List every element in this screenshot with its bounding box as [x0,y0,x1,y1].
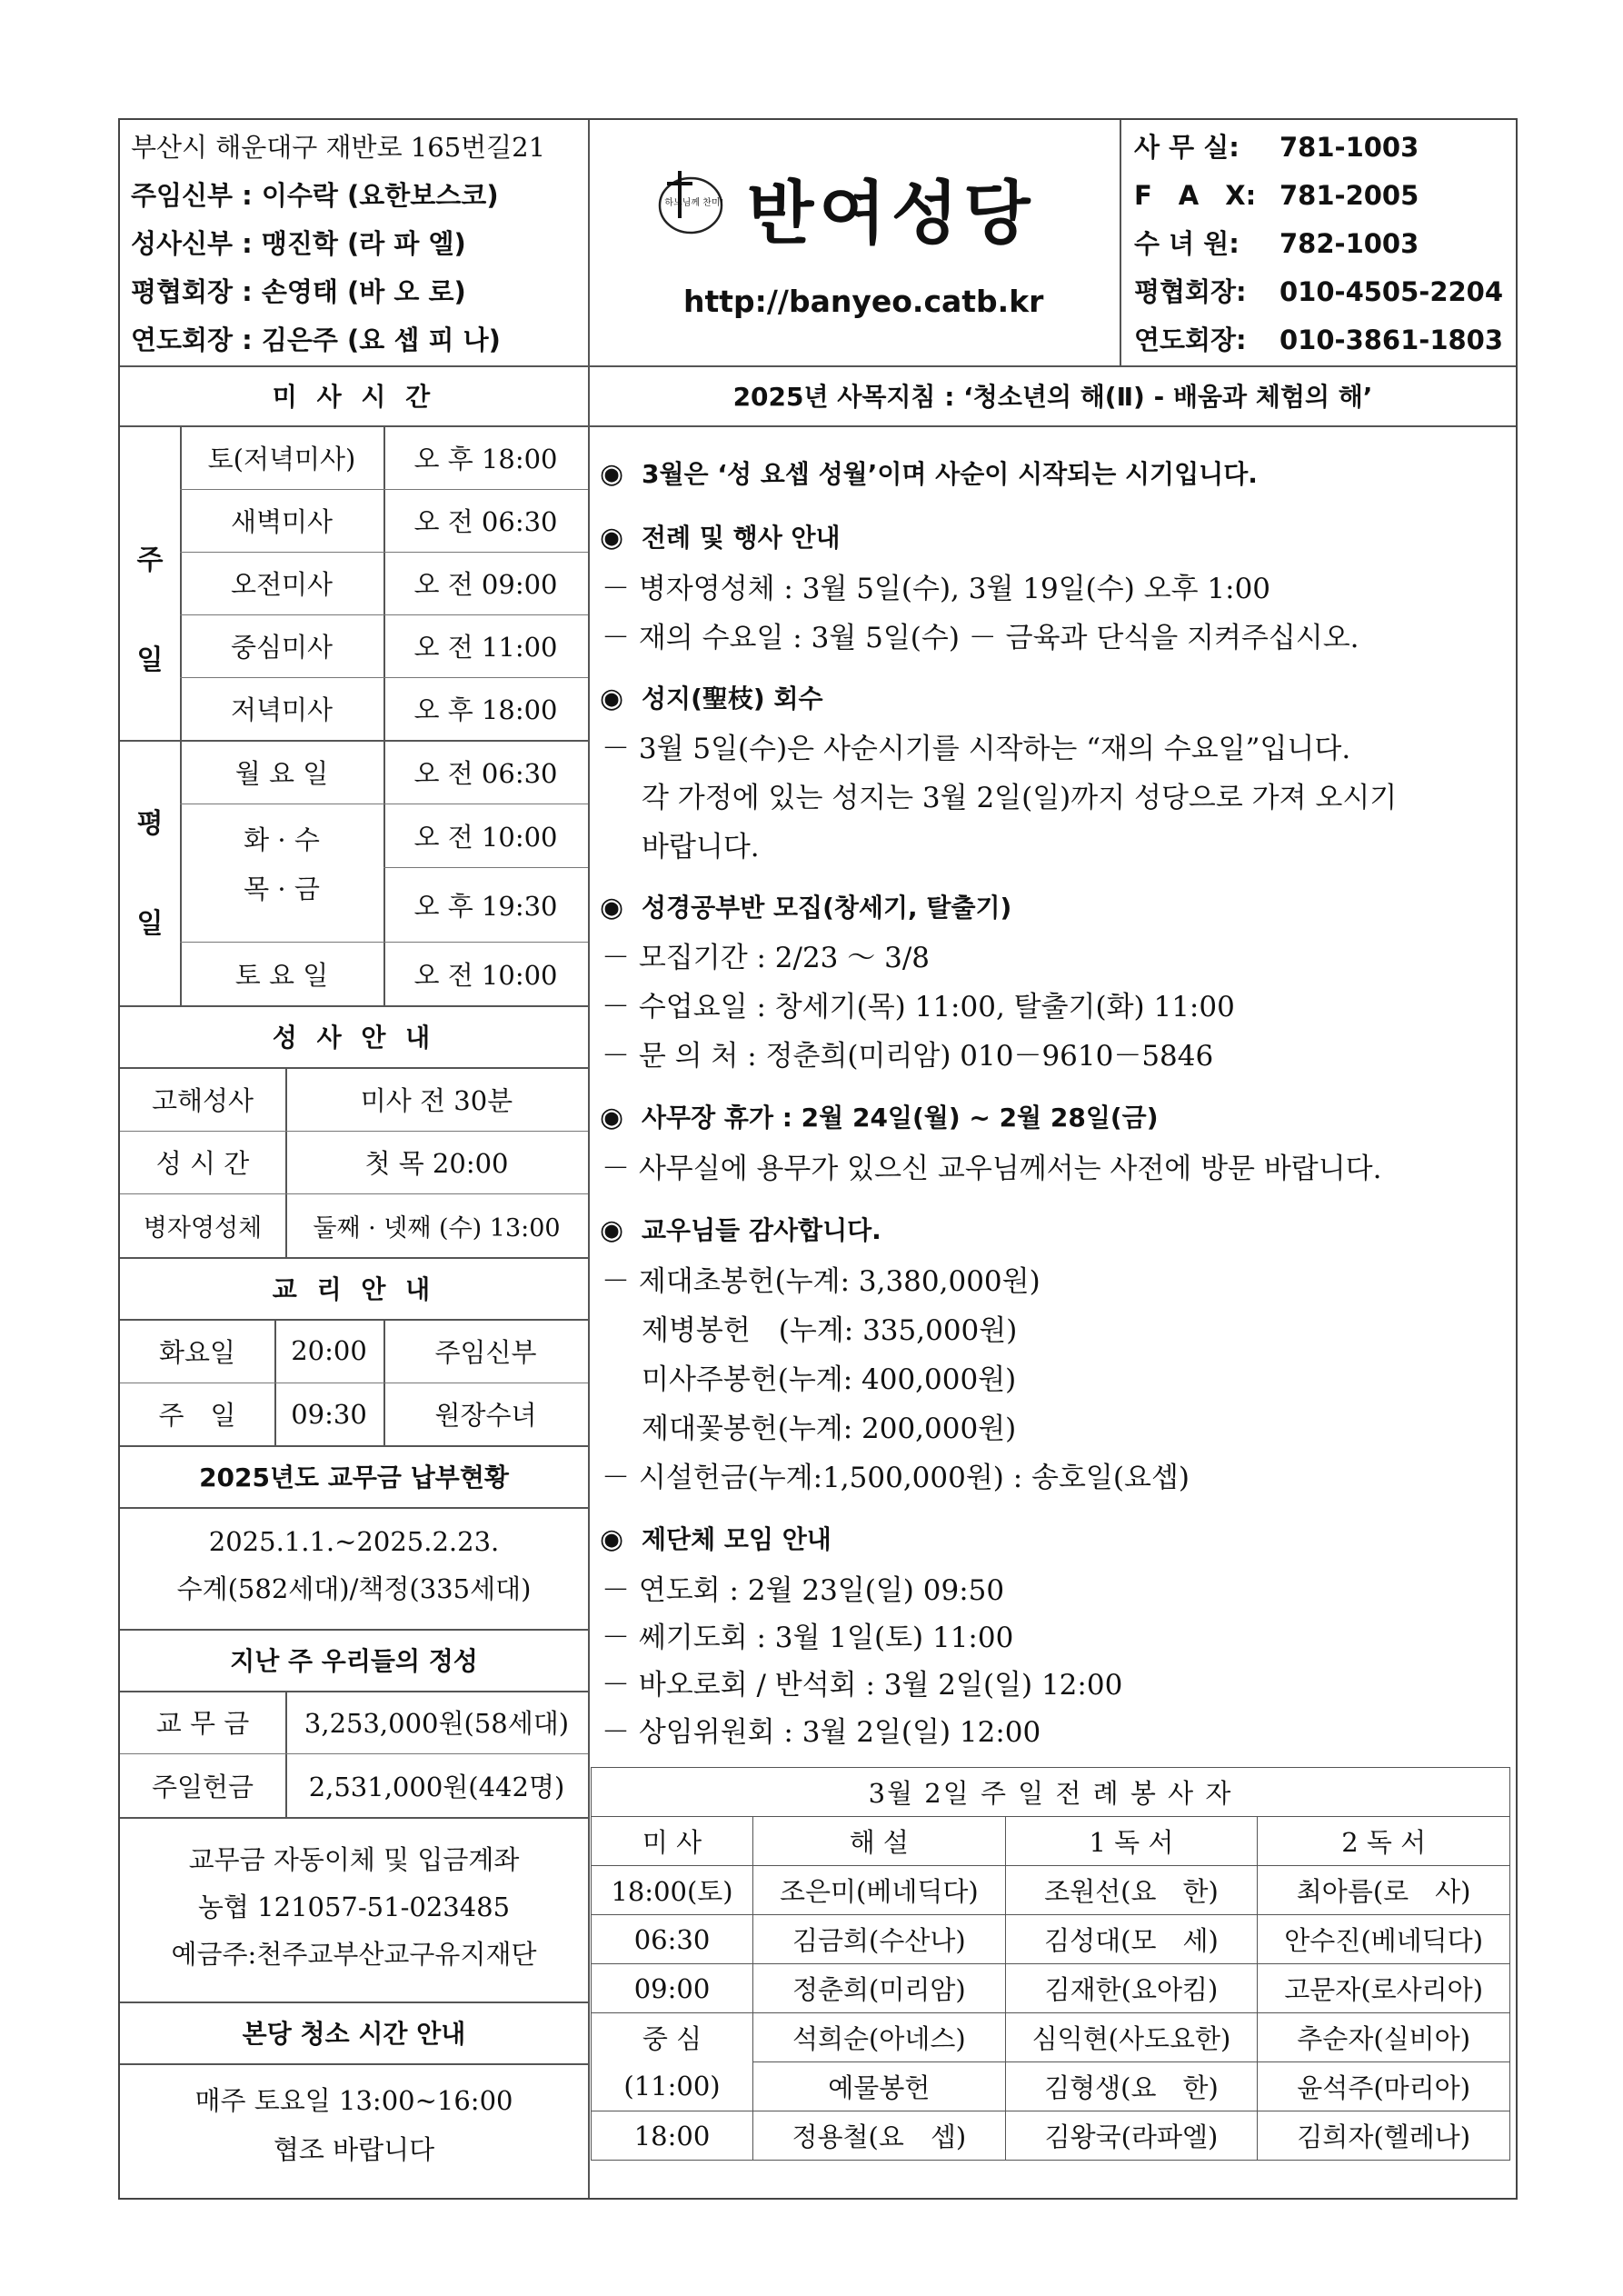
clergy-3: 평협회장 : 손영태 (바 오 로) [131,276,466,307]
notice-5-line: － 사무실에 용무가 있으신 교우님께서는 사전에 방문 바랍니다. [602,1153,1382,1185]
notice-6-line: 미사주봉헌(누계: 400,000원) [642,1363,1017,1396]
table-row [592,1866,1510,1915]
notice-1: ◉ 3월은 ‘성 요셉 성월’이며 사순이 시작되는 시기입니다. [600,458,1258,490]
offering-value: 3,253,000원(58세대) [304,1708,570,1739]
parish-name: 반여성당 [747,173,1036,254]
bullet-icon: ◉ [600,892,624,923]
notice-3-line: 바랍니다. [642,831,760,863]
mass-name: 새벽미사 [230,506,334,537]
table-row [592,1817,1510,1866]
notice-4-title: ◉ 성경공부반 모집(창세기, 탈출기) [600,892,1012,923]
catechism-who: 주임신부 [434,1336,537,1368]
mass-name: 저녁미사 [230,694,334,725]
roster-header: 해 설 [753,1817,1006,1866]
bullet-icon: ◉ [600,1214,624,1246]
roster-cell: 18:00 [592,2111,753,2161]
contacts [1134,124,1516,364]
roster-cell: 김형생(요 한) [1005,2062,1258,2111]
sacrament-value: 둘째 · 넷째 (수) 13:00 [313,1213,561,1243]
notice-2-line: － 재의 수요일 : 3월 5일(수) － 금육과 단식을 지켜주십시오. [602,622,1359,654]
mass-name: 토(저녁미사) [207,443,356,474]
catechism-time: 09:30 [291,1398,367,1430]
roster-cell: 김금희(수산나) [753,1915,1006,1964]
offering-value: 2,531,000원(442명) [308,1771,565,1802]
catechism-title: 교 리 안 내 [272,1274,436,1304]
roster-cell: 윤석주(마리아) [1258,2062,1510,2111]
roster-cell: 09:00 [592,1964,753,2013]
roster-header: 미 사 [592,1817,753,1866]
notice-5-title: ◉ 사무장 휴가 : 2월 24일(월) ~ 2월 28일(금) [600,1102,1159,1133]
sacrament-name: 병자영성체 [143,1213,263,1243]
address: 부산시 해운대구 재반로 165번길21 [131,132,546,163]
parish-url[interactable]: http://banyeo.catb.kr [683,284,1044,319]
notice-6-line: － 제대초봉헌(누계: 3,380,000원) [602,1265,1041,1298]
bullet-icon: ◉ [600,458,624,490]
roster-cell: 김성대(모 세) [1005,1915,1258,1964]
roster-cell: 정춘희(미리암) [753,1964,1006,2013]
sacrament-value: 미사 전 30분 [360,1084,513,1116]
mass-name: 오전미사 [230,569,334,600]
roster-cell: 정용철(요 셉) [753,2111,1006,2161]
bullet-icon: ◉ [600,1523,624,1555]
notice-3-title: ◉ 성지(聖枝) 회수 [600,683,823,714]
roster-cell: 조은미(베네딕다) [753,1866,1006,1915]
notice-6-line: 제병봉헌 (누계: 335,000원) [642,1314,1018,1347]
svg-text:하느님께 찬미!: 하느님께 찬미! [664,198,724,208]
bullet-icon: ◉ [600,522,624,554]
sacrament-value: 첫 목 20:00 [364,1148,509,1179]
roster-cell: 석희순(아네스) [753,2013,1006,2062]
weekday-label: 평 일 [136,808,164,940]
logo-emblem-icon [654,167,727,240]
roster-title: 3월 2일 주 일 전 례 봉 사 자 [592,1768,1510,1817]
notice-6-title: ◉ 교우님들 감사합니다. [600,1214,881,1246]
weekday-sat-name: 토 요 일 [234,959,329,991]
notice-2-line: － 병자영성체 : 3월 5일(수), 3월 19일(수) 오후 1:00 [602,573,1271,605]
weekday-tue-time-2: 오 후 19:30 [413,890,558,922]
clergy-1: 주임신부 : 이수락 (요한보스코) [131,180,499,211]
weekday-tue-time-1: 오 전 10:00 [413,821,558,853]
notice-4-line: － 수업요일 : 창세기(목) 11:00, 탈출기(화) 11:00 [602,991,1235,1023]
notice-2-title: ◉ 전례 및 행사 안내 [600,522,841,554]
mass-time: 오 전 09:00 [413,569,558,600]
roster-cell: 김재한(요아킴) [1005,1964,1258,2013]
mass-section-title: 미 사 시 간 [272,382,436,412]
bullet-icon: ◉ [600,683,624,714]
table-row [592,1768,1510,1817]
bullet-icon: ◉ [600,1102,624,1133]
contact-fax: F A X: 781-2005 [1134,180,1419,211]
weekday-sat-time: 오 전 10:00 [413,959,558,991]
notice-6-line: － 시설헌금(누계:1,500,000원) : 송호일(요셉) [602,1462,1190,1494]
mass-name: 중심미사 [230,632,334,663]
account-info: 교무금 자동이체 및 입금계좌 농협 121057-51-023485 예금주:천주교부산교구유지재단 [171,1844,537,1970]
parish-logo [654,167,727,240]
mass-time: 오 후 18:00 [413,443,558,474]
contact-convent: 수 녀 원: 782-1003 [1134,228,1419,259]
catechism-time: 20:00 [291,1335,367,1366]
sacrament-name: 고해성사 [151,1084,254,1116]
notice-3-line: － 3월 5일(수)은 사순시기를 시작하는 “재의 수요일”입니다. [602,733,1351,765]
roster-cell: 심익현(사도요한) [1005,2013,1258,2062]
sacrament-title: 성 사 안 내 [272,1023,436,1053]
roster-cell: 안수진(베네딕다) [1258,1915,1510,1964]
mass-time: 오 전 11:00 [413,632,558,663]
catechism-day: 주 일 [158,1400,236,1431]
clergy-4: 연도회장 : 김은주 (요 셉 피 나) [131,324,501,355]
roster-header: 2 독 서 [1258,1817,1510,1866]
sacrament-name: 성 시 간 [155,1148,250,1179]
clergy-2: 성사신부 : 맹진학 (라 파 엘) [131,228,466,259]
mass-time: 오 전 06:30 [413,506,558,537]
offering-name: 교 무 금 [155,1708,250,1739]
offering-title: 지난 주 우리들의 정성 [230,1646,478,1676]
liturgy-roster-table [591,1767,1510,2161]
roster-cell: 고문자(로사리아) [1258,1964,1510,2013]
bulletin-page [118,118,1518,2200]
notice-7-line: － 바오로회 / 반석회 : 3월 2일(일) 12:00 [602,1669,1123,1702]
table-row [592,2111,1510,2161]
pastoral-motto: 2025년 사목지침 : ‘청소년의 해(Ⅱ) - 배움과 체험의 해’ [732,382,1373,412]
notice-4-line: － 문 의 처 : 정춘희(미리암) 010－9610－5846 [602,1040,1214,1073]
weekday-mon-time: 오 전 06:30 [413,757,558,789]
notice-7-line: － 연도회 : 2월 23일(일) 09:50 [602,1574,1005,1607]
roster-cell: 김희자(헬레나) [1258,2111,1510,2161]
catechism-day: 화요일 [158,1336,236,1368]
header-left [131,124,585,364]
table-row [592,2013,1510,2062]
notice-4-line: － 모집기간 : 2/23 ～ 3/8 [602,942,931,974]
dues-body: 2025.1.1.~2025.2.23. 수계(582세대)/책정(335세대) [176,1526,532,1604]
sunday-label: 주 일 [136,544,164,676]
cleaning-body: 매주 토요일 13:00~16:00 협조 바랍니다 [194,2085,513,2165]
roster-cell: 18:00(토) [592,1866,753,1915]
roster-cell: 예물봉헌 [753,2062,1006,2111]
notice-7-line: － 쎄기도회 : 3월 1일(토) 11:00 [602,1622,1014,1654]
roster-cell-jungsim: 중 심 (11:00) [592,2013,753,2111]
notice-7-line: － 상임위원회 : 3월 2일(일) 12:00 [602,1716,1041,1749]
dues-title: 2025년도 교무금 납부현황 [199,1462,509,1492]
notice-3-line: 각 가정에 있는 성지는 3월 2일(일)까지 성당으로 가져 오시기 [642,782,1398,814]
mass-time: 오 후 18:00 [413,694,558,725]
notice-7-title: ◉ 제단체 모임 안내 [600,1523,831,1555]
notice-6-line: 제대꽃봉헌(누계: 200,000원) [642,1413,1017,1445]
contact-office: 사 무 실: 781-1003 [1134,132,1419,163]
table-row [592,1964,1510,2013]
contact-council: 평협회장: 010-4505-2204 [1134,276,1504,307]
roster-cell: 06:30 [592,1915,753,1964]
roster-cell: 추순자(실비아) [1258,2013,1510,2062]
contact-yeondo: 연도회장: 010-3861-1803 [1134,324,1504,355]
table-row [592,1915,1510,1964]
roster-cell: 김왕국(라파엘) [1005,2111,1258,2161]
roster-cell: 최아름(로 사) [1258,1866,1510,1915]
roster-cell: 조원선(요 한) [1005,1866,1258,1915]
roster-header: 1 독 서 [1005,1817,1258,1866]
weekday-tue-name: 화 · 수 목 · 금 [244,824,320,904]
catechism-who: 원장수녀 [434,1400,537,1431]
offering-name: 주일헌금 [151,1771,254,1802]
cleaning-title: 본당 청소 시간 안내 [242,2019,466,2049]
weekday-mon-name: 월 요 일 [234,757,329,789]
